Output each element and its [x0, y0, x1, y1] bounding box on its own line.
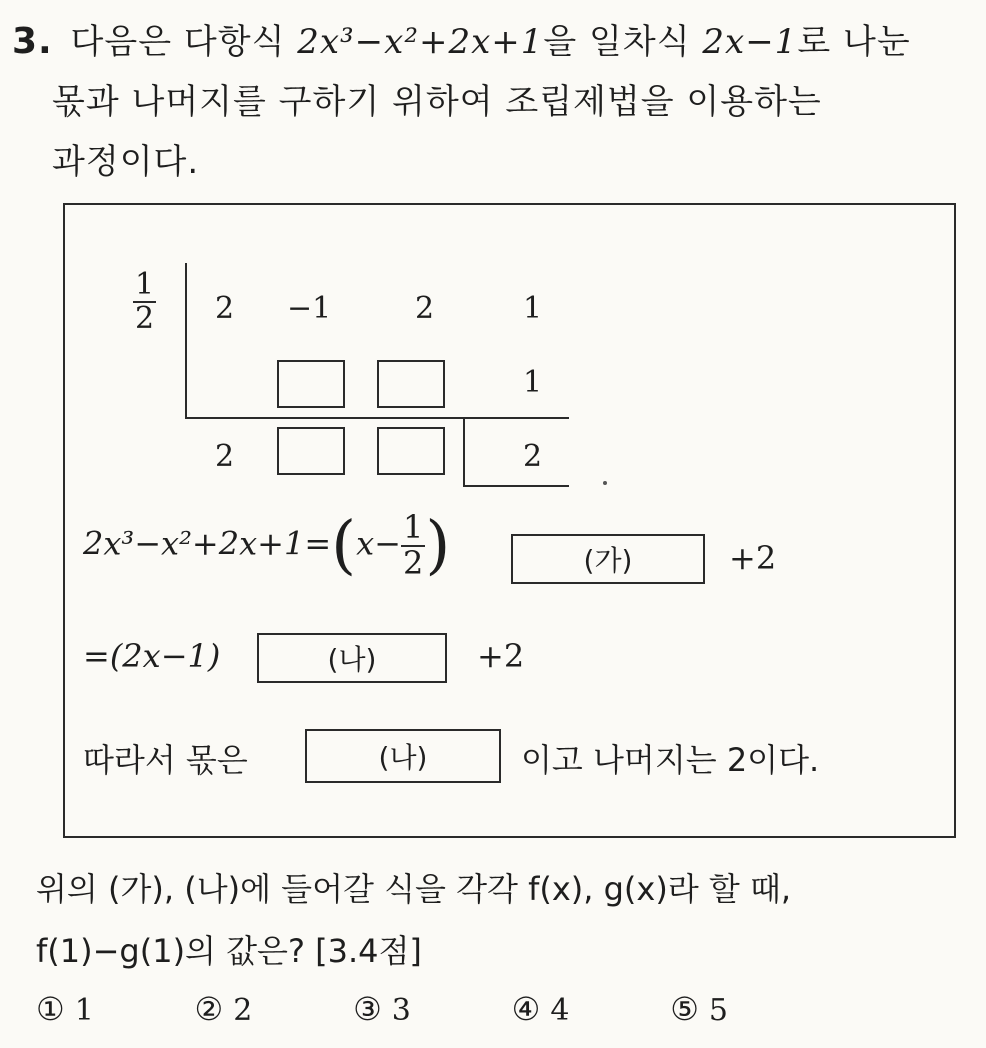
stem-divisor: 2x−1 [702, 22, 798, 62]
coefficient-2: −1 [287, 291, 332, 326]
choice-1[interactable] [36, 990, 185, 1028]
choice-2[interactable] [195, 990, 344, 1028]
choice-5-value: 5 [708, 993, 728, 1028]
label-na: (나) [327, 643, 377, 676]
eq2-plus-two: +2 [477, 637, 525, 675]
conclusion-label-na: (나) [378, 741, 428, 774]
remainder-underline [463, 485, 569, 487]
blank-na [257, 633, 447, 683]
divisor-numerator: 1 [135, 267, 155, 302]
stem-text-a: 다음은 다항식 [70, 22, 286, 62]
choice-2-mark: ② [194, 990, 224, 1028]
divisor-denominator: 2 [135, 300, 155, 336]
blank-row2-col3 [377, 360, 445, 408]
conclusion-text-b: 이고 나머지는 2이다. [521, 741, 820, 779]
coefficient-1: 2 [215, 291, 235, 326]
question-number: 3. [12, 21, 53, 62]
row2-last: 1 [523, 365, 543, 400]
choice-3-mark: ③ [353, 990, 382, 1028]
coefficient-4: 1 [523, 291, 543, 326]
remainder-value: 2 [523, 439, 543, 474]
followup-line-2: f(1)−g(1)의 값은? [3.4점] [36, 932, 422, 970]
choice-3[interactable] [353, 990, 502, 1028]
eq1-half-fraction [401, 508, 425, 582]
result-first: 2 [215, 439, 235, 474]
horizontal-divider [185, 417, 569, 419]
choice-1-value: 1 [74, 993, 94, 1028]
eq1-lhs: 2x³−x²+2x+1= [83, 524, 332, 563]
divisor-fraction [133, 269, 156, 334]
label-ga: (가) [583, 544, 633, 577]
blank-row2-col2 [277, 360, 345, 408]
eq1-factor-x: x− [356, 524, 401, 563]
question-stem [12, 12, 972, 192]
blank-result-col2 [277, 427, 345, 475]
stem-text-c: 로 나눈 [797, 22, 911, 62]
choice-4-mark: ④ [511, 990, 541, 1028]
choice-5[interactable] [670, 990, 819, 1028]
choice-5-mark: ⑤ [670, 990, 699, 1028]
choice-4[interactable] [512, 990, 661, 1028]
eq1-half-num: 1 [402, 508, 424, 546]
remainder-vertical [463, 417, 465, 487]
choice-3-value: 3 [391, 993, 411, 1028]
eq1-plus-two: +2 [729, 539, 777, 577]
conclusion-text-a: 따라서 몫은 [83, 741, 248, 779]
coefficient-3: 2 [415, 291, 435, 326]
stem-line-1 [12, 12, 972, 72]
choice-2-value: 2 [233, 993, 253, 1028]
answer-choices [36, 990, 819, 1028]
followup-line-1: 위의 (가), (나)에 들어갈 식을 각각 f(x), g(x)라 할 때, [36, 870, 792, 908]
choice-4-value: 4 [550, 993, 570, 1028]
vertical-divider [185, 263, 187, 419]
stray-dot [603, 481, 607, 485]
blank-na-conclusion [305, 729, 501, 783]
eq1-half-den: 2 [402, 543, 424, 582]
equation-1: 2x³−x²+2x+1=(x− $\frac{1}{2}$ ) [83, 508, 451, 583]
choice-1-mark: ① [36, 990, 65, 1028]
followup-question [36, 858, 791, 982]
stem-line-2: 몫과 나머지를 구하기 위하여 조립제법을 이용하는 [52, 82, 822, 122]
eq2-lhs: =(2x−1) [83, 637, 221, 675]
stem-polynomial: 2x³−x²+2x+1 [297, 22, 544, 62]
blank-result-col3 [377, 427, 445, 475]
stem-line-3: 과정이다. [52, 142, 200, 182]
work-panel [63, 203, 956, 838]
blank-ga [511, 534, 705, 584]
stem-text-b: 을 일차식 [543, 22, 691, 62]
